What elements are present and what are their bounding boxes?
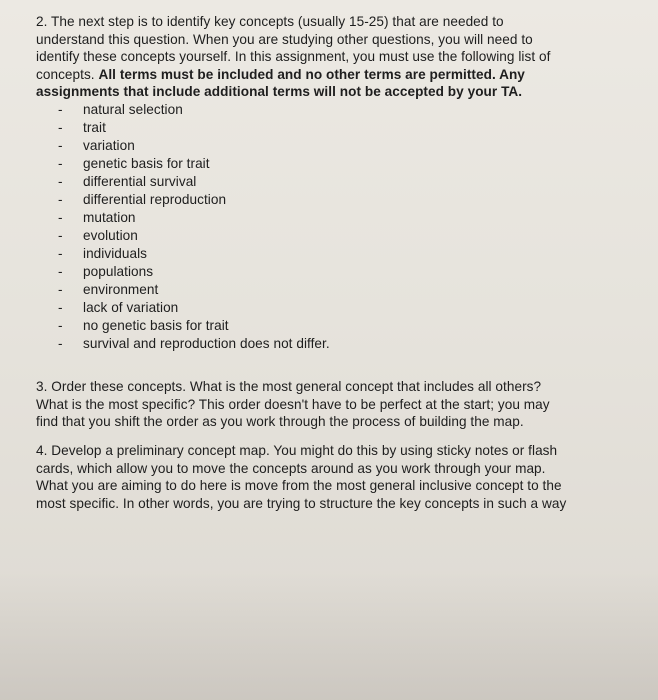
- term-label: natural selection: [83, 101, 183, 117]
- question-4: [36, 442, 654, 512]
- term-label: individuals: [83, 245, 148, 261]
- list-dash: -: [58, 137, 63, 153]
- list-dash: -: [58, 101, 63, 117]
- list-dash: -: [58, 263, 63, 279]
- term-label: no genetic basis for trait: [83, 317, 229, 333]
- term-item: [36, 281, 654, 299]
- term-item: [36, 191, 654, 209]
- list-dash: -: [58, 281, 63, 297]
- list-dash: -: [58, 227, 63, 243]
- list-dash: -: [58, 317, 63, 333]
- term-label: environment: [83, 281, 159, 297]
- question-2-line-2: understand this question. When you are studying other questions, you will need to: [36, 31, 533, 47]
- term-label: populations: [83, 263, 154, 279]
- term-item: [36, 119, 654, 137]
- term-item: [36, 335, 654, 353]
- question-2-line-1: 2. The next step is to identify key concepts (usually 15-25) that are needed to: [36, 14, 504, 29]
- question-2-line-5: assignments that include additional terms will not be accepted by your TA.: [36, 84, 523, 99]
- term-item: [36, 263, 654, 281]
- list-dash: -: [58, 209, 63, 225]
- term-item: [36, 227, 654, 245]
- question-4-line-2: cards, which allow you to move the concepts around as you work through your map.: [36, 460, 546, 476]
- question-3: [36, 378, 654, 431]
- term-item: [36, 155, 654, 173]
- term-label: evolution: [83, 227, 138, 243]
- question-2-line-3: identify these concepts yourself. In this assignment, you must use the following list of: [36, 49, 551, 64]
- term-item: [36, 209, 654, 227]
- list-dash: -: [58, 335, 63, 351]
- question-4-line-3: What you are aiming to do here is move from the most general inclusive concept to the: [36, 478, 562, 493]
- term-label: variation: [83, 137, 135, 153]
- list-dash: -: [58, 155, 63, 171]
- question-2-line-4-regular: concepts.: [36, 66, 99, 82]
- question-3-line-2: What is the most specific? This order doesn't have to be perfect at the start; you may: [36, 396, 550, 412]
- question-3-line-1: 3. Order these concepts. What is the most general concept that includes all others?: [36, 379, 542, 394]
- question-4-line-1: 4. Develop a preliminary concept map. You might do this by using sticky notes or flash: [36, 443, 558, 458]
- question-2-line-4: [36, 66, 654, 84]
- question-2: [36, 13, 654, 353]
- term-label: survival and reproduction does not differ.: [83, 335, 330, 351]
- list-dash: -: [58, 299, 63, 315]
- term-item: [36, 299, 654, 317]
- term-label: differential reproduction: [83, 191, 227, 207]
- page-shadow: [0, 570, 658, 700]
- term-label: trait: [83, 119, 106, 135]
- terms-list: [36, 101, 654, 353]
- term-item: [36, 317, 654, 335]
- list-dash: -: [58, 119, 63, 135]
- question-3-line-3: find that you shift the order as you work through the process of building the map.: [36, 414, 524, 429]
- term-label: differential survival: [83, 173, 197, 189]
- list-dash: -: [58, 191, 63, 207]
- list-dash: -: [58, 173, 63, 189]
- term-label: lack of variation: [83, 299, 179, 315]
- term-label: mutation: [83, 209, 136, 225]
- term-label: genetic basis for trait: [83, 155, 210, 171]
- question-2-line-4-bold: All terms must be included and no other terms are permitted. Any: [98, 66, 525, 82]
- question-4-line-4: most specific. In other words, you are trying to structure the key concepts in such a way: [36, 495, 567, 511]
- term-item: [36, 101, 654, 119]
- term-item: [36, 173, 654, 191]
- term-item: [36, 137, 654, 155]
- term-item: [36, 245, 654, 263]
- list-dash: -: [58, 245, 63, 261]
